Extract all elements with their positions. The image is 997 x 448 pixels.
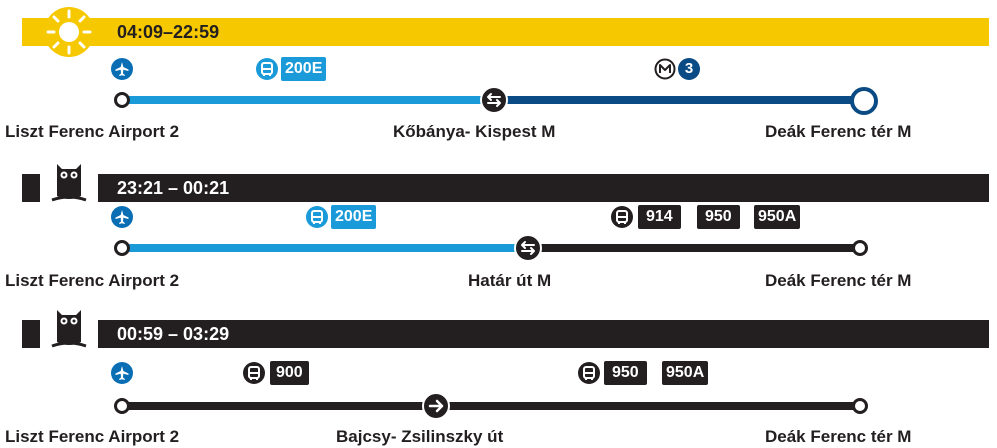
airplane-icon (111, 58, 133, 80)
route-badge-914: 914 (638, 205, 681, 229)
arrow-right-icon (422, 392, 450, 420)
bus-icon (306, 206, 328, 228)
end-stop-marker (852, 398, 868, 414)
end-stop-marker (850, 87, 878, 115)
route-badge-950: 950 (697, 205, 740, 229)
route-badge-200E: 200E (331, 205, 376, 229)
stop-transfer: Bajcsy- Zsilinszky út (336, 427, 504, 446)
start-stop-marker (114, 92, 130, 108)
end-stop-marker (852, 240, 868, 256)
owl-icon (40, 160, 98, 206)
start-stop-marker (114, 240, 130, 256)
route-badge-200E: 200E (281, 57, 326, 81)
stop-origin: Liszt Ferenc Airport 2 (5, 427, 180, 446)
stop-destination: Deák Ferenc tér M (765, 427, 912, 446)
metro-icon (654, 58, 676, 80)
route-badge-950A: 950A (754, 205, 800, 229)
metro-line-number: 3 (684, 60, 694, 77)
route-badge-950: 950 (604, 361, 647, 385)
route-line-leg2 (436, 402, 860, 410)
route-line-leg1 (124, 244, 528, 252)
bus-icon (256, 58, 278, 80)
route-line-leg2 (492, 96, 862, 104)
time-range: 23:21 – 00:21 (117, 178, 230, 198)
start-stop-marker (114, 398, 130, 414)
transfer-icon (480, 86, 508, 114)
bus-icon (611, 206, 633, 228)
airplane-icon (111, 362, 133, 384)
stop-destination: Deák Ferenc tér M (765, 271, 912, 290)
owl-icon (40, 306, 98, 352)
stop-transfer: Határ út M (468, 271, 552, 290)
stop-transfer: Kőbánya- Kispest M (393, 122, 556, 141)
airplane-icon (111, 206, 133, 228)
stop-destination: Deák Ferenc tér M (765, 122, 912, 141)
route-badge-950A: 950A (662, 361, 708, 385)
time-range: 00:59 – 03:29 (117, 324, 230, 344)
stop-origin: Liszt Ferenc Airport 2 (5, 271, 180, 290)
sun-icon (43, 6, 95, 58)
stop-origin: Liszt Ferenc Airport 2 (5, 122, 180, 141)
time-range: 04:09–22:59 (117, 22, 220, 42)
bus-icon (578, 362, 600, 384)
transfer-icon (514, 234, 542, 262)
route-line-leg1 (124, 96, 492, 104)
route-badge-900: 900 (270, 361, 309, 385)
bus-icon (243, 362, 265, 384)
route-line-leg2 (528, 244, 860, 252)
route-line-leg1 (124, 402, 436, 410)
